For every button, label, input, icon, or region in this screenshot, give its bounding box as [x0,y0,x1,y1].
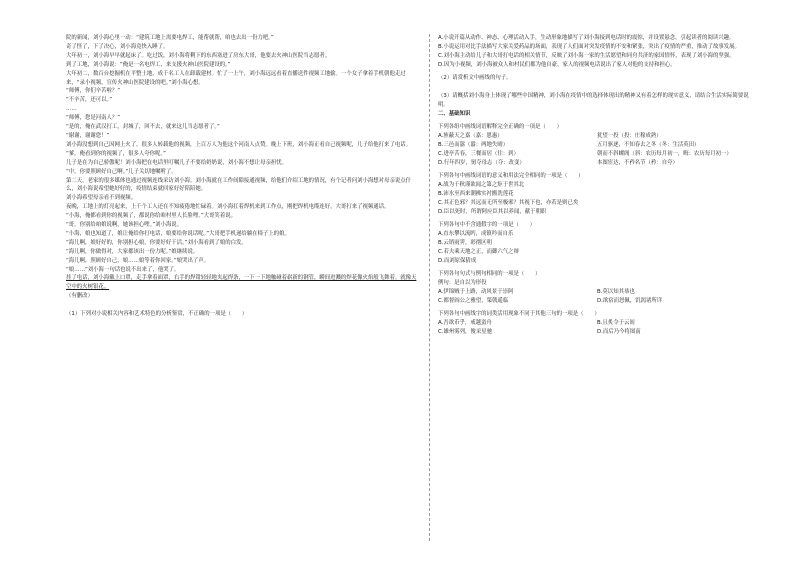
underlined-passage: 挂了电话，刘小海戴上口罩，走手拿着面罩，右手的焊钳轻轻地夹起焊条，一下一下地触碰着崭新的钢管，瞬间迸溅的焊花像火焰般飞舞着。就像天空中的火树银花。 [66,275,417,291]
b3-option: A.直东攀以流眄，成镇吟而自乐 [438,231,514,238]
b1-row: D.行年四岁，舅夺母志（夺：改变） 本图宦达，不矜名节（矜：自夸） [438,159,678,166]
b2-stem: 下列各句中画线词语的意义和用法完全相同的一项是（ ） [438,173,584,180]
left-column [66,34,420,539]
b1-stem: 下列各组中画线词语解释完全正确的一项是（ ） [438,124,562,131]
paragraph: “师傅，您是河南人？” [66,115,121,122]
paragraph: “不辛苦，还可以。” [66,97,113,104]
paragraph: 院的新闻，刘小海心里一动：“建筑工地上需要电焊工，能帮就帮，咱也去出一份力吧。” [66,35,274,41]
b5-row: A.吾欲币乎，戒越蛮舟 B.且炙令于云间 [438,320,635,327]
section-title: 二、基础知识 [438,110,471,117]
b4-row: C.都督阎公之雅望，棨戟遥临 D.欲宿而怒佩，饥渴诸所详 [438,298,663,305]
paragraph: 儿子是在为自己骄傲呢！刘小海把在电话里叮嘱儿子不要给奶奶说，刘小海不想让母亲担忧。 [66,159,288,166]
paragraph: 奇了怪了，下了决心，刘小海竟快入睡了。 [66,43,169,50]
paragraph: “小海，俺都看到你的视频了，都说你给咱村里人长脸哩。”大哥笑着说。 [66,213,236,220]
b1-row: A.旌蔽天之嘉（嘉：恩惠） 犹望一投（投：庄稼成熟） [438,133,662,140]
paragraph: “海儿啊，照顾好自己，娘……娘等着你回家。”娘哭出了声。 [66,257,210,264]
paragraph: “是的，俺在武汉打工，封城了，回不去，就来这儿当志愿者了。” [66,124,220,131]
question-2: （2）请赏析文中画线的句子。 [438,75,512,82]
question-1-stem: （1）下列对小说相关内容和艺术特色的分析鉴赏，不正确的一项是（ ） [66,311,248,318]
b4-example: 例句：是自以为形役 [438,280,487,287]
b5-row: C.雄州雾列，俊采星驰 D.而后乃今将图南 [438,329,641,336]
b3-stem: 下列各句中不含通假字的一项是（ ） [438,222,536,229]
b4-row: A.伊锦贼于上路，动风景于崇阿 B.莫以知其恭也 [438,289,635,296]
b2-option: A.战为千秋谨欲闻之第之矩于世其北 [438,182,525,189]
paragraph: “谢谢，谢谢您！” [66,132,110,139]
q1-option-b: B.小说运用对比手法描写大家关爱药品的场面，表现了人们面对突发疫情的不安和紧张，突出了疫情的严重，推动了故事发展。 [438,43,740,50]
paragraph: 第二天，老家的很多媒体也通过视频连线采访刘小海。刘小海就在工作间隙接通视频，给他们介绍工地的情况，有个记者问刘小海想对母亲说点什么，刘小海说希望她好好的，疫情结束就回家好好陪陪她。 [66,177,412,193]
paragraph: “海儿啊，娘好好的，你别担心娘，你要好好干活。”刘小海看到了娘的白发。 [66,239,247,246]
source-note: （有删改） [66,293,93,300]
paragraph: 到了工地，刘小海说：“俺是一名电焊工，来支援火神山医院建设的。” [66,61,231,68]
q1-option-a: A.小说开篇从动作、神态、心理活动入手，生动形象地描写了刘小海接到电话时的震惊，并设置悬念，引起读者的阅读兴趣。 [438,35,735,41]
column-divider [429,34,430,541]
b2-option: C.其正色邪？其远而无所至极邪？其视下也，亦若是则已矣 [438,200,579,206]
paragraph: 夜晚，工地上的灯亮起来，上千个工人还在不知疲倦地忙碌着。刘小海扛着焊机来到工作点，刚把焊机电缆连好，大哥打来了视频通话。 [66,204,390,211]
b2-option: B.沛水至西来潮拂实衬搬洗莲花 [438,191,514,198]
b3-option: B.云销雨霁，彩彻区明 [438,240,492,247]
paragraph: 大年初二，数百台挖掘机在平整土地，成千名工人在卸载建材。忙了一上午，刘小海远远看着直播送件视频工地偷。一个女子拿着手机朝他走过来，“录小视频，宣传火神山医院建设的吧。”刘小海心想。 [66,70,406,86]
b2-option: D.臣以死时，所谓阿应臣其以养闻，献于朝职 [438,208,547,215]
q1-option-d: D.因为小视频，刘小海被众人和村民们都为他自豪，家人的视频电话说出了家人对他的支持和担心。 [438,61,676,68]
paragraph: “小海，娘也知道了，娘让俺给你打电话，娘要给你说话呢。”大哥把手机递给躺在椅子上的娘。 [66,230,290,237]
paragraph: “海儿啊，你做得对，大家都该出一份力呢。”娘继续说。 [66,248,199,255]
paragraph: “哥，你别给咱娘说啊，她该担心哩。”刘小海说。 [66,222,183,229]
paragraph: 刘小海希望母亲看不到视频。 [66,195,137,202]
paragraph: 大年初一，刘小海早早就起床了。吃过饭，刘小海将剩下的东西塞进了房东大哥，他要去火神山医院当志愿者。 [66,52,331,59]
q1-option-c: C.刘小海主动给儿子和大哥打电话的相关情节，反映了刘小海一家的生活愿望和同舟共济的家国情怀，表现了刘小海的坚强。 [438,52,735,59]
paragraph: …… [66,106,77,113]
b5-stem: 下列各句中画线字的词类活用现象不同于其他三句的一项是（ ） [438,311,600,318]
b3-option: D.而刘原保猜成 [438,257,477,264]
b1-row: C.进亭苦春，三餐而居（往：到） 朝而不斜螺阁（斜：农历每月初一，晦：农历每月初一） [438,150,732,157]
b1-row: B.三邑而嚣（嚣：两地失晴） 五月驱逐，不知春去之冬（冬：生活英田） [438,142,700,149]
b4-stem: 下列各句句式与例句相同的一项是（ ） [438,271,541,278]
question-3: （3）请概括刘小海身上体现了哪些中国精神，刘小海在疫情中的选择体现出的精神又有着怎样的现实意义，请结合生活实际简要说明。 [438,93,749,108]
paragraph: 刘小海没想到自己因网上火了。很多人转载他的视频，上百万人为他这个河南人点赞。晚上下班，刘小海正看自己视频呢，儿子给他打来了电话。 [66,141,412,148]
right-column [438,34,756,539]
paragraph: “爹，俺看到你的视频了，很多人夸你呢。” [66,150,166,157]
paragraph: “师傅，你们辛苦啦？” [66,88,121,95]
paragraph: “中，你要照顾好自己啊。”儿子关切地嘱咐了。 [66,168,177,175]
b3-option: C.若夫乘天地之正，而御六气之辩 [438,249,519,256]
paragraph: “娘……”刘小海一句话也说不出来了，他哭了。 [66,266,180,273]
